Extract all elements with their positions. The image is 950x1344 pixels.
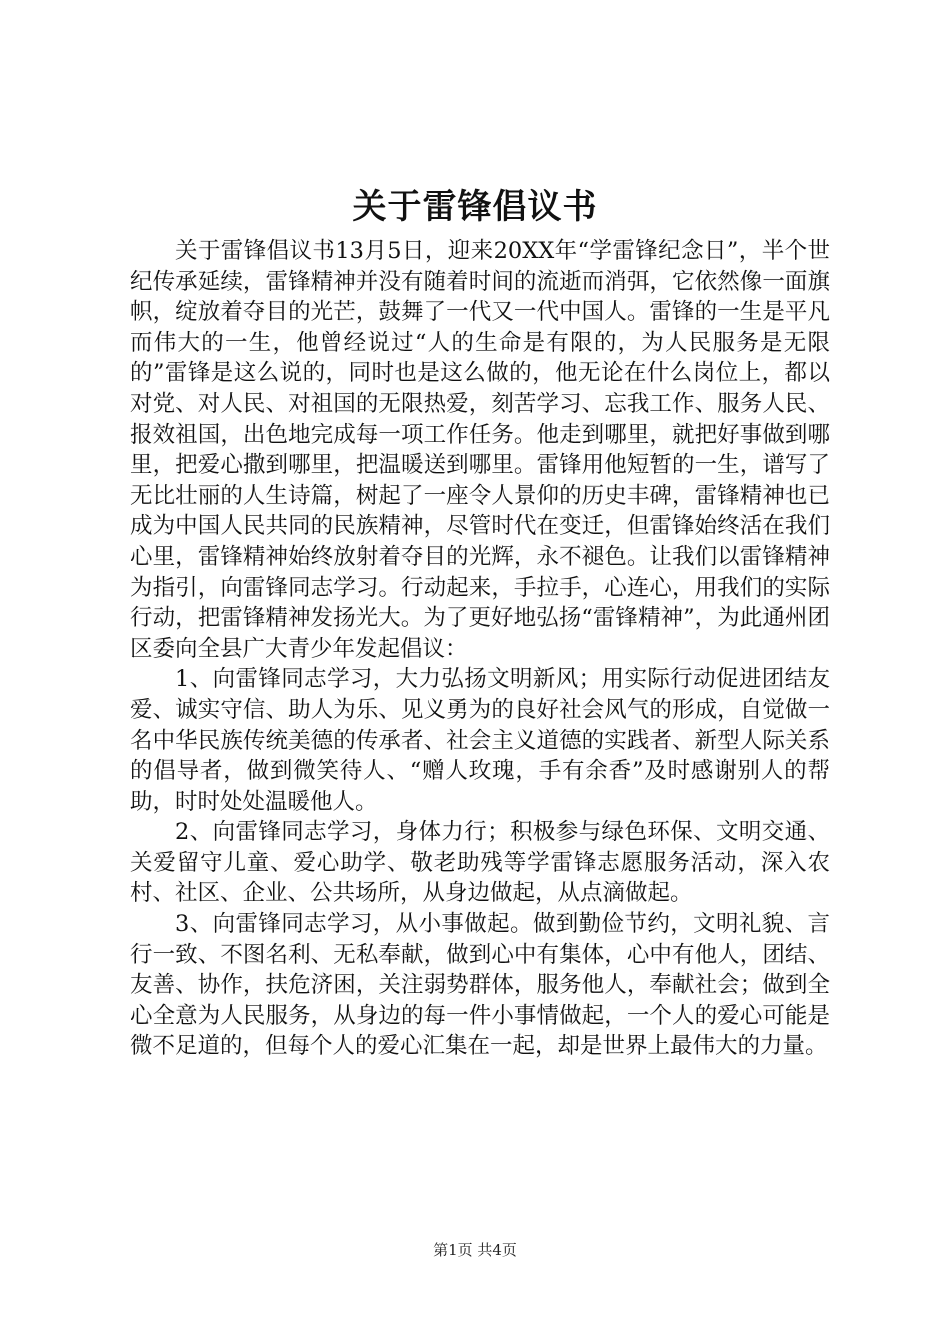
page-number-footer: 第1页 共4页 <box>433 1241 517 1259</box>
proposal-item-3: 3、向雷锋同志学习，从小事做起。做到勤俭节约，文明礼貌、言行一致、不图名利、无私奉献，做到心中有集体，心中有他人，团结、友善、协作，扶危济困，关注弱势群体，服务他人，奉献社会；做到全心全意为人民服务，从身边的每一件小事情做起，一个人的爱心可能是微不足道的，但每个人的爱心汇集在一起，却是世界上最伟大的力量。 <box>130 911 830 1060</box>
proposal-item-2: 2、向雷锋同志学习，身体力行；积极参与绿色环保、文明交通、关爱留守儿童、爱心助学、敬老助残等学雷锋志愿服务活动，深入农村、社区、企业、公共场所，从身边做起，从点滴做起。 <box>130 819 830 907</box>
proposal-item-1: 1、向雷锋同志学习，大力弘扬文明新风；用实际行动促进团结友爱、诚实守信、助人为乐、见义勇为的良好社会风气的形成，自觉做一名中华民族传统美德的传承者、社会主义道德的实践者、新型人际关系的倡导者，做到微笑待人、“赠人玫瑰，手有余香”及时感谢别人的帮助，时时处处温暖他人。 <box>130 666 830 815</box>
intro-paragraph: 关于雷锋倡议书13月5日，迎来20XX年“学雷锋纪念日”，半个世纪传承延续，雷锋精神并没有随着时间的流逝而消弭，它依然像一面旗帜，绽放着夺目的光芒，鼓舞了一代又一代中国人。雷锋的一生是平凡而伟大的一生，他曾经说过“人的生命是有限的，为人民服务是无限的”雷锋是这么说的，同时也是这么做的，他无论在什么岗位上，都以对党、对人民、对祖国的无限热爱，刻苦学习、忘我工作、服务人民、报效祖国，出色地完成每一项工作任务。他走到哪里，就把好事做到哪里，把爱心撒到哪里，把温暖送到哪里。雷锋用他短暂的一生，谱写了无比壮丽的人生诗篇，树起了一座令人景仰的历史丰碑，雷锋精神也已成为中国人民共同的民族精神，尽管时代在变迁，但雷锋始终活在我们心里，雷锋精神始终放射着夺目的光辉，永不褪色。让我们以雷锋精神为指引，向雷锋同志学习。行动起来，手拉手，心连心，用我们的实际行动，把雷锋精神发扬光大。为了更好地弘扬“雷锋精神”，为此通州团区委向全县广大青少年发起倡议： <box>130 238 830 662</box>
document-body <box>130 236 830 1062</box>
document-title: 关于雷锋倡议书 <box>352 187 598 227</box>
